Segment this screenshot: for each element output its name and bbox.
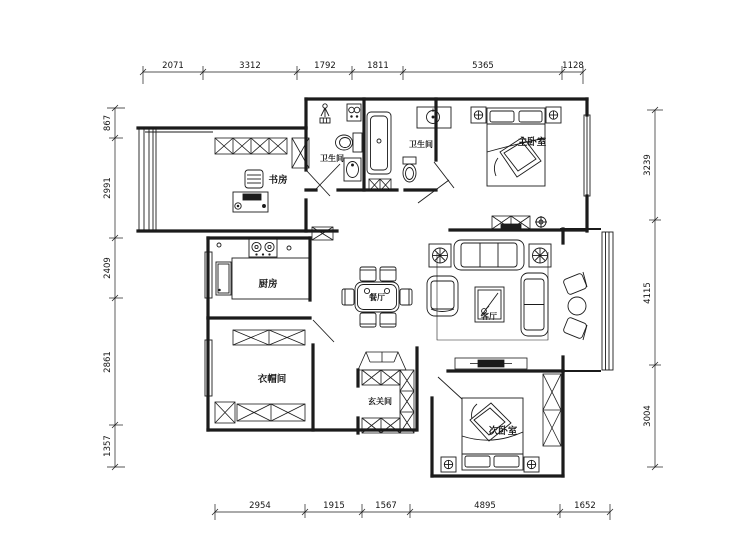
dim-right-2: 4115 xyxy=(643,282,653,304)
room-label-master-bedroom: 主卧室 xyxy=(517,137,547,148)
dim-bottom-3: 1567 xyxy=(375,501,397,511)
fridge-icon xyxy=(216,262,231,295)
study-cabinet-icon xyxy=(215,138,309,168)
kitchen-window xyxy=(205,252,212,298)
dim-top-3: 1792 xyxy=(314,61,336,71)
room-label-second-bedroom: 次卧室 xyxy=(488,426,518,437)
shower-icon xyxy=(320,104,330,123)
vanity-sink-icon xyxy=(417,107,451,128)
dim-right-3: 3004 xyxy=(643,405,653,427)
dim-top-4: 1811 xyxy=(367,61,389,71)
dim-left-4: 2861 xyxy=(103,351,113,373)
nightstand-lamp-icon xyxy=(546,107,561,123)
walls xyxy=(138,99,600,476)
office-chair-icon xyxy=(245,170,263,188)
dim-left-1: 867 xyxy=(103,114,113,132)
dim-bottom-1: 2954 xyxy=(249,501,271,511)
room-label-bath-small: 卫生间 xyxy=(320,154,344,163)
plant-table-icon xyxy=(429,244,451,267)
column-hatch xyxy=(312,227,333,240)
kitchen-spot xyxy=(287,246,291,250)
entry-cabinet-icon xyxy=(358,352,414,433)
cloakroom-window xyxy=(205,340,212,396)
sofa-2seat-icon xyxy=(521,273,548,336)
dim-left-3: 2409 xyxy=(103,257,113,279)
room-label-bath-main: 卫生间 xyxy=(409,140,433,149)
room-label-kitchen: 厨房 xyxy=(258,279,278,290)
master-bedroom-window xyxy=(584,115,590,196)
desk-icon xyxy=(233,192,268,212)
nightstand-lamp-icon xyxy=(441,457,456,472)
study-balcony-window xyxy=(139,129,156,231)
room-label-dining: 餐厅 xyxy=(369,293,385,302)
dim-top-1: 2071 xyxy=(162,61,184,71)
living-tv-cabinet-icon xyxy=(455,358,527,369)
dim-top-5: 5365 xyxy=(472,61,494,71)
dim-right-1: 3239 xyxy=(643,154,653,176)
water-heater-icon xyxy=(347,104,361,121)
toilet-main-icon xyxy=(403,157,416,182)
dimension-ticks-top xyxy=(140,66,586,84)
entrance-door xyxy=(438,377,462,399)
bathtub-icon xyxy=(367,112,391,174)
room-label-study: 书房 xyxy=(268,175,288,186)
dim-left-5: 1357 xyxy=(103,435,113,457)
balcony-chair-icon xyxy=(563,272,588,295)
kitchen-spot xyxy=(217,243,221,247)
cloakroom-cabinet-top-icon xyxy=(233,330,305,345)
dim-top-6: 1128 xyxy=(562,61,584,71)
living-balcony-window xyxy=(602,232,613,370)
sofa-3seat-icon xyxy=(454,240,524,270)
toilet-small-icon xyxy=(336,133,363,152)
balcony-table-icon xyxy=(568,297,586,315)
dim-bottom-2: 1915 xyxy=(323,501,345,511)
room-label-cloakroom: 衣帽间 xyxy=(257,374,287,385)
nightstand-lamp-icon xyxy=(524,457,539,472)
bath-small-door xyxy=(316,164,340,189)
ceiling-fan-icon xyxy=(535,216,547,228)
doors xyxy=(306,162,462,399)
nightstand-lamp-icon xyxy=(471,107,486,123)
cloakroom-cabinet-bottom-icon xyxy=(215,402,305,423)
room-label-living: 客厅 xyxy=(481,312,497,321)
balcony-chair-icon xyxy=(563,317,588,340)
dim-bottom-4: 4895 xyxy=(474,501,496,511)
room-label-entry: 玄关间 xyxy=(368,397,392,406)
sink-small-icon xyxy=(344,158,361,181)
cloakroom-door xyxy=(313,320,334,342)
bedroom2-wardrobe-icon xyxy=(543,374,561,446)
study-door xyxy=(306,170,330,196)
dim-left-2: 2991 xyxy=(103,177,113,199)
room-labels xyxy=(258,136,547,437)
armchair-icon xyxy=(427,276,458,316)
stove-icon xyxy=(249,239,277,257)
dim-bottom-5: 1652 xyxy=(574,501,596,511)
dim-top-2: 3312 xyxy=(239,61,261,71)
master-tv-cabinet-icon xyxy=(492,216,530,229)
dimension-ticks-left xyxy=(107,105,125,470)
